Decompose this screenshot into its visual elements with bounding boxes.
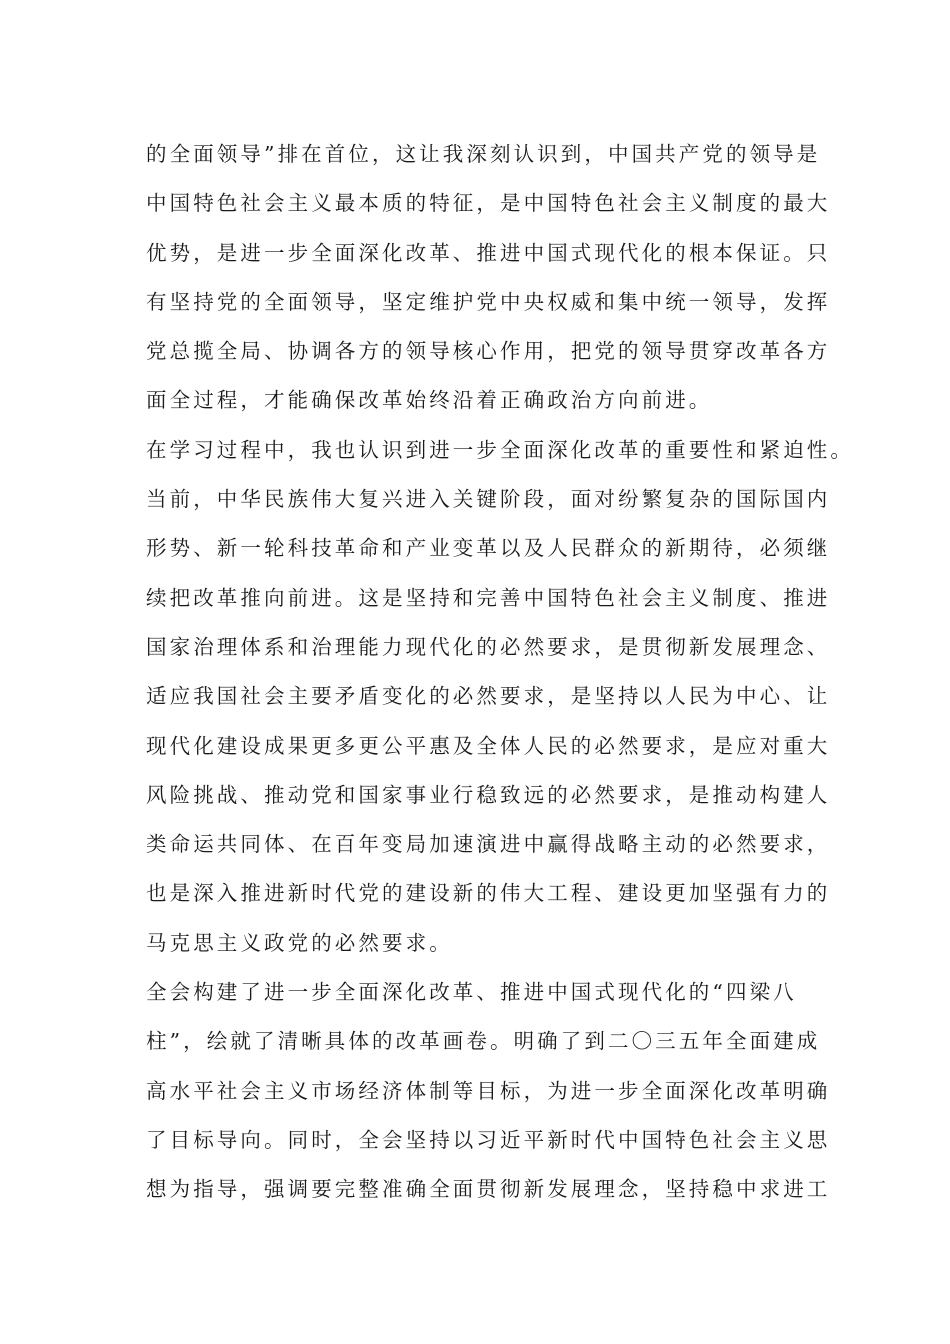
text-line: 当前，中华民族伟大复兴进入关键阶段，面对纷繁复杂的国际国内 [146,487,831,512]
text-line: 风险挑战、推动党和国家事业行稳致远的必然要求，是推动构建人 [146,782,831,807]
text-line: 柱”，绘就了清晰具体的改革画卷。明确了到二〇三五年全面建成 [146,1029,821,1054]
paragraph-plenary-framework [146,968,836,1214]
text-line: 面全过程，才能确保改革始终沿着正确政治方向前进。 [146,388,713,413]
text-line: 高水平社会主义市场经济体制等目标，为进一步全面深化改革明确 [146,1078,831,1103]
document-body [146,130,854,1215]
text-line: 续把改革推向前进。这是坚持和完善中国特色社会主义制度、推进 [146,585,831,610]
text-line: 国家治理体系和治理能力现代化的必然要求，是贯彻新发展理念、 [146,634,831,659]
text-line: 优势，是进一步全面深化改革、推进中国式现代化的根本保证。只 [146,240,831,265]
text-line: 马克思主义政党的必然要求。 [146,930,453,955]
text-line: 也是深入推进新时代党的建设新的伟大工程、建设更加坚强有力的 [146,881,831,906]
text-line: 了目标导向。同时，全会坚持以习近平新时代中国特色社会主义思 [146,1127,831,1152]
text-line: 类命运共同体、在百年变局加速演进中赢得战略主动的必然要求， [146,832,831,857]
paragraph-party-leadership [146,130,836,426]
text-line: 现代化建设成果更多更公平惠及全体人民的必然要求，是应对重大 [146,733,831,758]
paragraph-reform-importance [146,426,854,968]
text-line: 党总揽全局、协调各方的领导核心作用，把党的领导贯穿改革各方 [146,339,831,364]
text-line: 全会构建了进一步全面深化改革、推进中国式现代化的“四梁八 [146,980,797,1005]
text-line: 适应我国社会主要矛盾变化的必然要求，是坚持以人民为中心、让 [146,684,831,709]
text-line: 的全面领导”排在首位，这让我深刻认识到，中国共产党的领导是 [146,142,821,166]
text-line: 形势、新一轮科技革命和产业变革以及人民群众的新期待，必须继 [146,536,831,561]
text-line: 在学习过程中，我也认识到进一步全面深化改革的重要性和紧迫性。 [146,437,854,462]
text-line: 想为指导，强调要完整准确全面贯彻新发展理念，坚持稳中求进工 [146,1177,831,1202]
text-line: 中国特色社会主义最本质的特征，是中国特色社会主义制度的最大 [146,191,831,216]
text-line: 有坚持党的全面领导，坚定维护党中央权威和集中统一领导，发挥 [146,289,831,314]
